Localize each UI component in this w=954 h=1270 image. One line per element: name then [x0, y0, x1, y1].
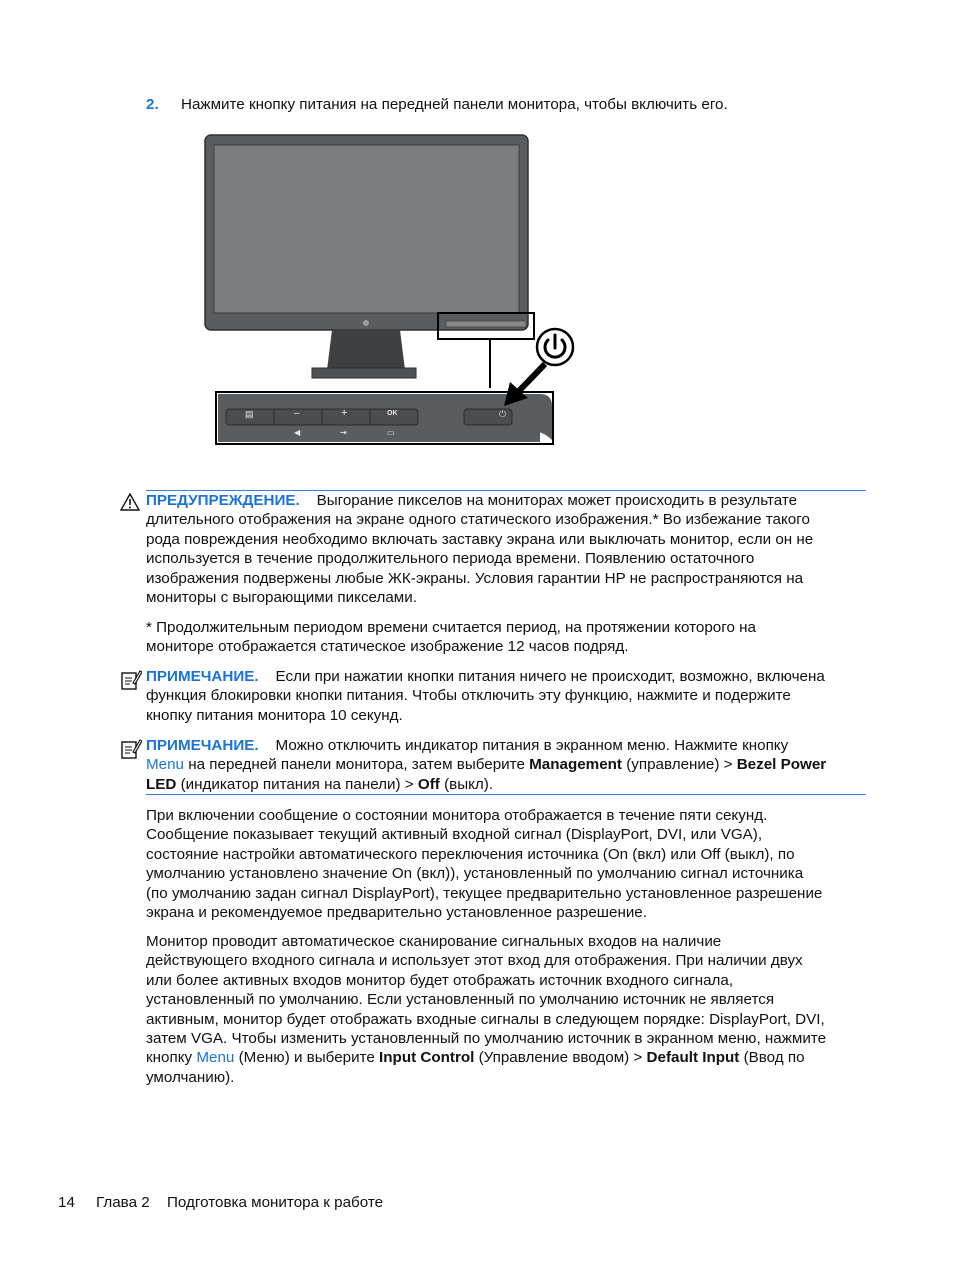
- para1-line: состояние настройки автоматического переключения источника (On (вкл) или Off (выкл), по: [146, 845, 795, 863]
- note2-block: [146, 736, 871, 794]
- para1-line: Сообщение показывает текущий активный входной сигнал (DisplayPort, DVI, или VGA),: [146, 826, 763, 844]
- paragraph-status: [146, 806, 871, 922]
- led-term: LED: [146, 775, 177, 793]
- monitor-stand-neck: [327, 330, 405, 370]
- note2-label: ПРИМЕЧАНИЕ.: [146, 737, 259, 754]
- warning-label: ПРЕДУПРЕЖДЕНИЕ.: [146, 492, 300, 509]
- note1-label: ПРИМЕЧАНИЕ.: [146, 668, 259, 685]
- management-term: Management: [529, 756, 622, 774]
- footer-chapter: Глава 2: [96, 1194, 150, 1211]
- para2-line: умолчанию).: [146, 1068, 235, 1086]
- ok-button: OK: [387, 410, 398, 417]
- minus-button: –: [294, 408, 300, 419]
- footer-chapter-title: Подготовка монитора к работе: [167, 1194, 384, 1211]
- note2-text: (индикатор питания на панели) >: [180, 775, 414, 793]
- note-icon: [120, 669, 142, 691]
- warning-line: используется в течение продолжительного периода времени. Появлению остаточного: [146, 550, 755, 568]
- step-number: 2.: [146, 96, 159, 113]
- warning-footnote: [146, 618, 866, 657]
- menu-link[interactable]: Menu: [146, 756, 184, 774]
- note-icon: [120, 738, 142, 760]
- para2-line: активным, монитор будет отображать входные сигналы в следующем порядке: DisplayPort, DVI,: [146, 1010, 825, 1028]
- footnote-line: мониторе отображается статическое изображение 12 часов подряд.: [146, 638, 629, 656]
- para2-line: или более активных входов монитор будет отображать источник входного сигнала,: [146, 971, 734, 989]
- menu-button-icon: ▤: [245, 409, 254, 419]
- page-number: 14: [58, 1194, 75, 1211]
- para2-text: (Меню) и выберите: [238, 1049, 375, 1067]
- off-term: Off: [417, 775, 440, 793]
- default-input-term: Default Input: [646, 1049, 740, 1067]
- menu-link[interactable]: Menu: [196, 1049, 235, 1067]
- step-text: Нажмите кнопку питания на передней панели монитора, чтобы включить его.: [181, 96, 728, 113]
- note2-text: (выкл).: [444, 775, 494, 793]
- auto-icon: ▭: [387, 428, 395, 437]
- input-icon: ⇥: [340, 428, 347, 437]
- note1-block: [146, 667, 871, 725]
- para2-line: установленный по умолчанию. Если установленный по умолчанию источник не является: [146, 991, 775, 1009]
- volume-icon: ◀: [294, 428, 301, 437]
- note2-line: Можно отключить индикатор питания в экранном меню. Нажмите кнопку: [275, 737, 789, 754]
- note1-line: кнопку питания монитора 10 секунд.: [146, 706, 403, 724]
- note1-line: функция блокировки кнопки питания. Чтобы отключить эту функцию, нажмите и подержите: [146, 687, 791, 705]
- warning-line: изображения подвержены любые ЖК-экраны. Условия гарантии HP не распространяются на: [146, 569, 804, 587]
- footnote-line: * Продолжительным периодом времени считается период, на протяжении которого на: [146, 619, 756, 636]
- para1-line: (по умолчанию задан сигнал DisplayPort), текущее предварительно установленное разрешение: [146, 884, 823, 902]
- warning-line: длительного отображения на экране одного статического изображения.* Во избежание такого: [146, 511, 810, 529]
- para1-line: экрана и рекомендуемое предварительно установленное разрешение.: [146, 904, 647, 922]
- monitor-screen: [214, 145, 519, 313]
- power-button-icon: ⏻: [499, 409, 507, 419]
- warning-block: [146, 491, 866, 607]
- para2-line: Монитор проводит автоматическое сканирование сигнальных входов на наличие: [146, 933, 722, 950]
- warning-line: Выгорание пикселов на мониторах может происходить в результате: [316, 492, 798, 509]
- para1-line: умолчанию установлено значение On (вкл)), установленный по умолчанию сигнал источника: [146, 865, 804, 883]
- paragraph-scan: [146, 932, 871, 1087]
- monitor-stand-base: [312, 368, 416, 378]
- input-control-term: Input Control: [379, 1049, 475, 1067]
- para1-line: При включении сообщение о состоянии монитора отображается в течение пяти секунд.: [146, 807, 768, 824]
- warning-icon: [120, 493, 140, 511]
- note2-text: (управление) >: [626, 756, 733, 774]
- hp-logo-icon: [363, 320, 369, 326]
- warning-line: рода повреждения необходимо включать заставку экрана или выключать монитор, если он не: [146, 530, 814, 548]
- para2-text: (Управление вводом) >: [478, 1049, 643, 1067]
- para2-line: затем VGA. Чтобы изменить установленный по умолчанию источник в экранном меню, нажмите: [146, 1030, 827, 1048]
- power-callout-icon: [490, 320, 580, 410]
- bezel-power-term: Bezel Power: [736, 756, 827, 774]
- plus-button: +: [341, 407, 348, 419]
- para2-text: (Ввод по: [743, 1049, 805, 1067]
- note1-line: Если при нажатии кнопки питания ничего не происходит, возможно, включена: [275, 668, 825, 685]
- para2-line: действующего входного сигнала и использует этот вход для отображения. При наличии двух: [146, 952, 803, 970]
- para2-text: кнопку: [146, 1049, 193, 1067]
- note2-text: на передней панели монитора, затем выберите: [188, 756, 525, 774]
- warning-line: мониторы с выгорающими пикселами.: [146, 589, 417, 607]
